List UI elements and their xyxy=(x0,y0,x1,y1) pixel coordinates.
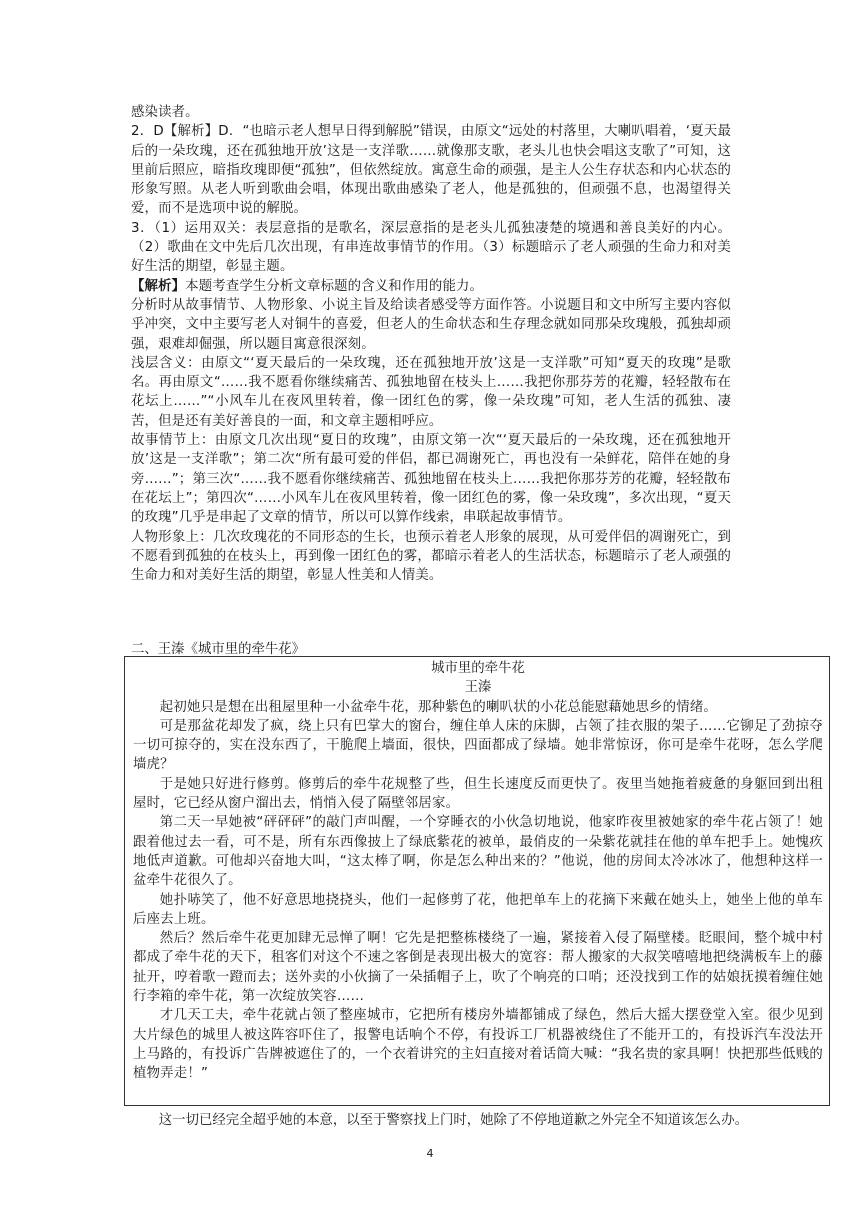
answer-section xyxy=(131,103,731,585)
answer-body: 故事情节上：由原文几次出现“夏日的玫瑰”，由原文第一次“‘夏天最后的一朵玫瑰，还在孤独地开放’这是一支洋歌”；第二次“所有最可爱的伴侣，都已凋谢死亡，再也没有一朵鲜花，陪伴在她的身旁……”；第三次“……我不愿看你继续痛苦、孤独地留在枝头上……我把你那芬芳的花瓣，轻轻散布在花坛上”；第四次“……小风车儿在夜风里转着，像一团红色的雾，像一朵玫瑰”，多次出现，“夏天的玫瑰”几乎是串起了文章的情节，所以可以算作线索，串联起故事情节。 xyxy=(131,433,731,526)
answer-body: 浅层含义：由原文“‘夏天最后的一朵玫瑰，还在孤独地开放’这是一支洋歌”可知“夏天的玫瑰”是歌名。再由原文“……我不愿看你继续痛苦、孤独地留在枝头上……我把你那芬芳的花瓣，轻轻散布在花坛上……”“小风车儿在夜风里转着，像一团红色的雾，像一朵玫瑰”可知，老人生活的孤独、凄苦，但是还有美好善良的一面，和文章主题相呼应。 xyxy=(131,355,731,429)
answer-body: 人物形象上：几次玫瑰花的不同形态的生长，也预示着老人形象的展现，从可爱伴侣的凋谢死亡，到不愿看到孤独的在枝头上，再到像一团红色的雾，都暗示着老人的生活状态，标题暗示了老人顽强的生命力和对美好生活的期望，彰显人性美和人情美。 xyxy=(131,529,731,584)
page-number: 4 xyxy=(426,1147,434,1160)
analysis-body: 本题考查学生分析文章标题的含义和作用的能力。 xyxy=(185,278,484,294)
analysis-paragraph xyxy=(131,296,731,354)
story-title: 城市里的牵牛花 xyxy=(431,661,525,676)
story-paragraph: 起初她只是想在出租屋里种一小盆牵牛花，那种紫色的喇叭状的小花总能慰藉她思乡的情绪。 xyxy=(159,699,718,715)
story-paragraph: 然后？然后牵牛花更加肆无忌惮了啊！它先是把整栋楼绕了一遍，紧接着入侵了隔壁楼。眨眼间，整个城中村都成了牵牛花的天下，租客们对这个不速之客倒是表现出极大的宽容：帮人搬家的大叔笑嘻嘻地把绕满板车上的藤扯开，哼着歌一蹬而去；送外卖的小伙摘了一朵插帽子上，吹了个响亮的口哨；还没找到工作的姑娘抚摸着缠住她行李箱的牵牛花，第一次绽放笑容…… xyxy=(133,931,823,1005)
answer-text-2 xyxy=(131,122,731,218)
story-paragraph: 才几天工夫，牵牛花就占领了整座城市，它把所有楼房外墙都铺成了绿色，然后大摇大摆登堂入室。很少见到大片绿色的城里人被这阵容吓住了，报警电话响个不停，有投诉工厂机器被绕住了不能开工的，有投诉汽车没法开上马路的，有投诉广告牌被遮住了的，一个衣着讲究的主妇直接对着话筒大喊：“我名贵的家具啊！快把那些低贱的植物弄走！” xyxy=(133,1008,823,1082)
story-paragraph: 可是那盆花却发了疯，绕上只有巴掌大的窗台，缠住单人床的床脚，占领了挂衣服的架子……它铆足了劲掠夺一切可掠夺的，实在没东西了，干脆爬上墙面，很快，四面都成了绿墙。她非常惊讶，你可是牵牛花呀，怎么学爬墙虎？ xyxy=(133,718,823,773)
story-text-box xyxy=(124,656,830,1106)
story-paragraph-continued: 这一切已经完全超乎她的本意，以至于警察找上门时，她除了不停地道歉之外完全不知道该怎么办。 xyxy=(158,1113,748,1128)
story-author: 王溱 xyxy=(464,680,492,696)
analysis-paragraph xyxy=(131,431,731,527)
answer-body: 分析时从故事情节、人物形象、小说主旨及给读者感受等方面作答。小说题目和文中所写主要内容似乎冲突，文中主要写老人对铜牛的喜爱，但老人的生命状态和生存理念就如同那朵玫瑰般，孤独却顽强，艰难却倔强，所以题目寓意很深刻。 xyxy=(131,297,731,352)
analysis-heading xyxy=(131,277,731,296)
answer-body: 感染读者。 xyxy=(131,105,199,120)
analysis-label: 【解析】 xyxy=(131,278,186,294)
answer-text-1 xyxy=(131,103,731,122)
story-paragraph: 于是她只好进行修剪。修剪后的牵牛花规整了些，但生长速度反而更快了。夜里当她拖着疲惫的身躯回到出租屋时，它已经从窗户溜出去，悄悄入侵了隔壁邻居家。 xyxy=(133,776,823,812)
story-paragraph: 第二天一早她被“砰砰砰”的敲门声叫醒，一个穿睡衣的小伙急切地说，他家昨夜里被她家的牵牛花占领了！她跟着他过去一看，可不是，所有东西像披上了绿底紫花的被单，最俏皮的一朵紫花就挂在他的单车把手上。她愧疚地低声道歉。可他却兴奋地大叫，“这太棒了啊，你是怎么种出来的？”他说，他的房间太冷冰冰了，他想种这样一盆牵牛花很久了。 xyxy=(133,815,823,889)
answer-body: 3．（1）运用双关：表层意指的是歌名，深层意指的是老头儿孤独凄楚的境遇和善良美好的内心。（2）歌曲在文中先后几次出现，有串连故事情节的作用。（3）标题暗示了老人顽强的生命力和对美好生活的期望，彰显主题。 xyxy=(131,220,731,275)
section-title: 二、王溱《城市里的牵牛花》 xyxy=(131,642,306,657)
answer-text-3 xyxy=(131,219,731,277)
answer-body: 2．D【解析】D．“也暗示老人想早日得到解脱”错误，由原文“远处的村落里，大喇叭唱着，‘夏天最后的一朵玫瑰，还在孤独地开放’这是一支洋歌……就像那支歌，老头儿也快会唱这支歌了”可知，这里前后照应，暗指玫瑰即便“孤独”，但依然绽放。寓意生命的顽强，是主人公生存状态和内心状态的形象写照。从老人听到歌曲会唱，体现出歌曲感染了老人，他是孤独的，但顽强不息，也渴望得关爱，而不是选项中说的解脱。 xyxy=(131,124,731,217)
analysis-paragraph xyxy=(131,528,731,586)
story-paragraph: 她扑哧笑了，他不好意思地挠挠头，他们一起修剪了花，他把单车上的花摘下来戴在她头上，她坐上他的单车后座去上班。 xyxy=(133,892,823,927)
analysis-paragraph xyxy=(131,354,731,431)
